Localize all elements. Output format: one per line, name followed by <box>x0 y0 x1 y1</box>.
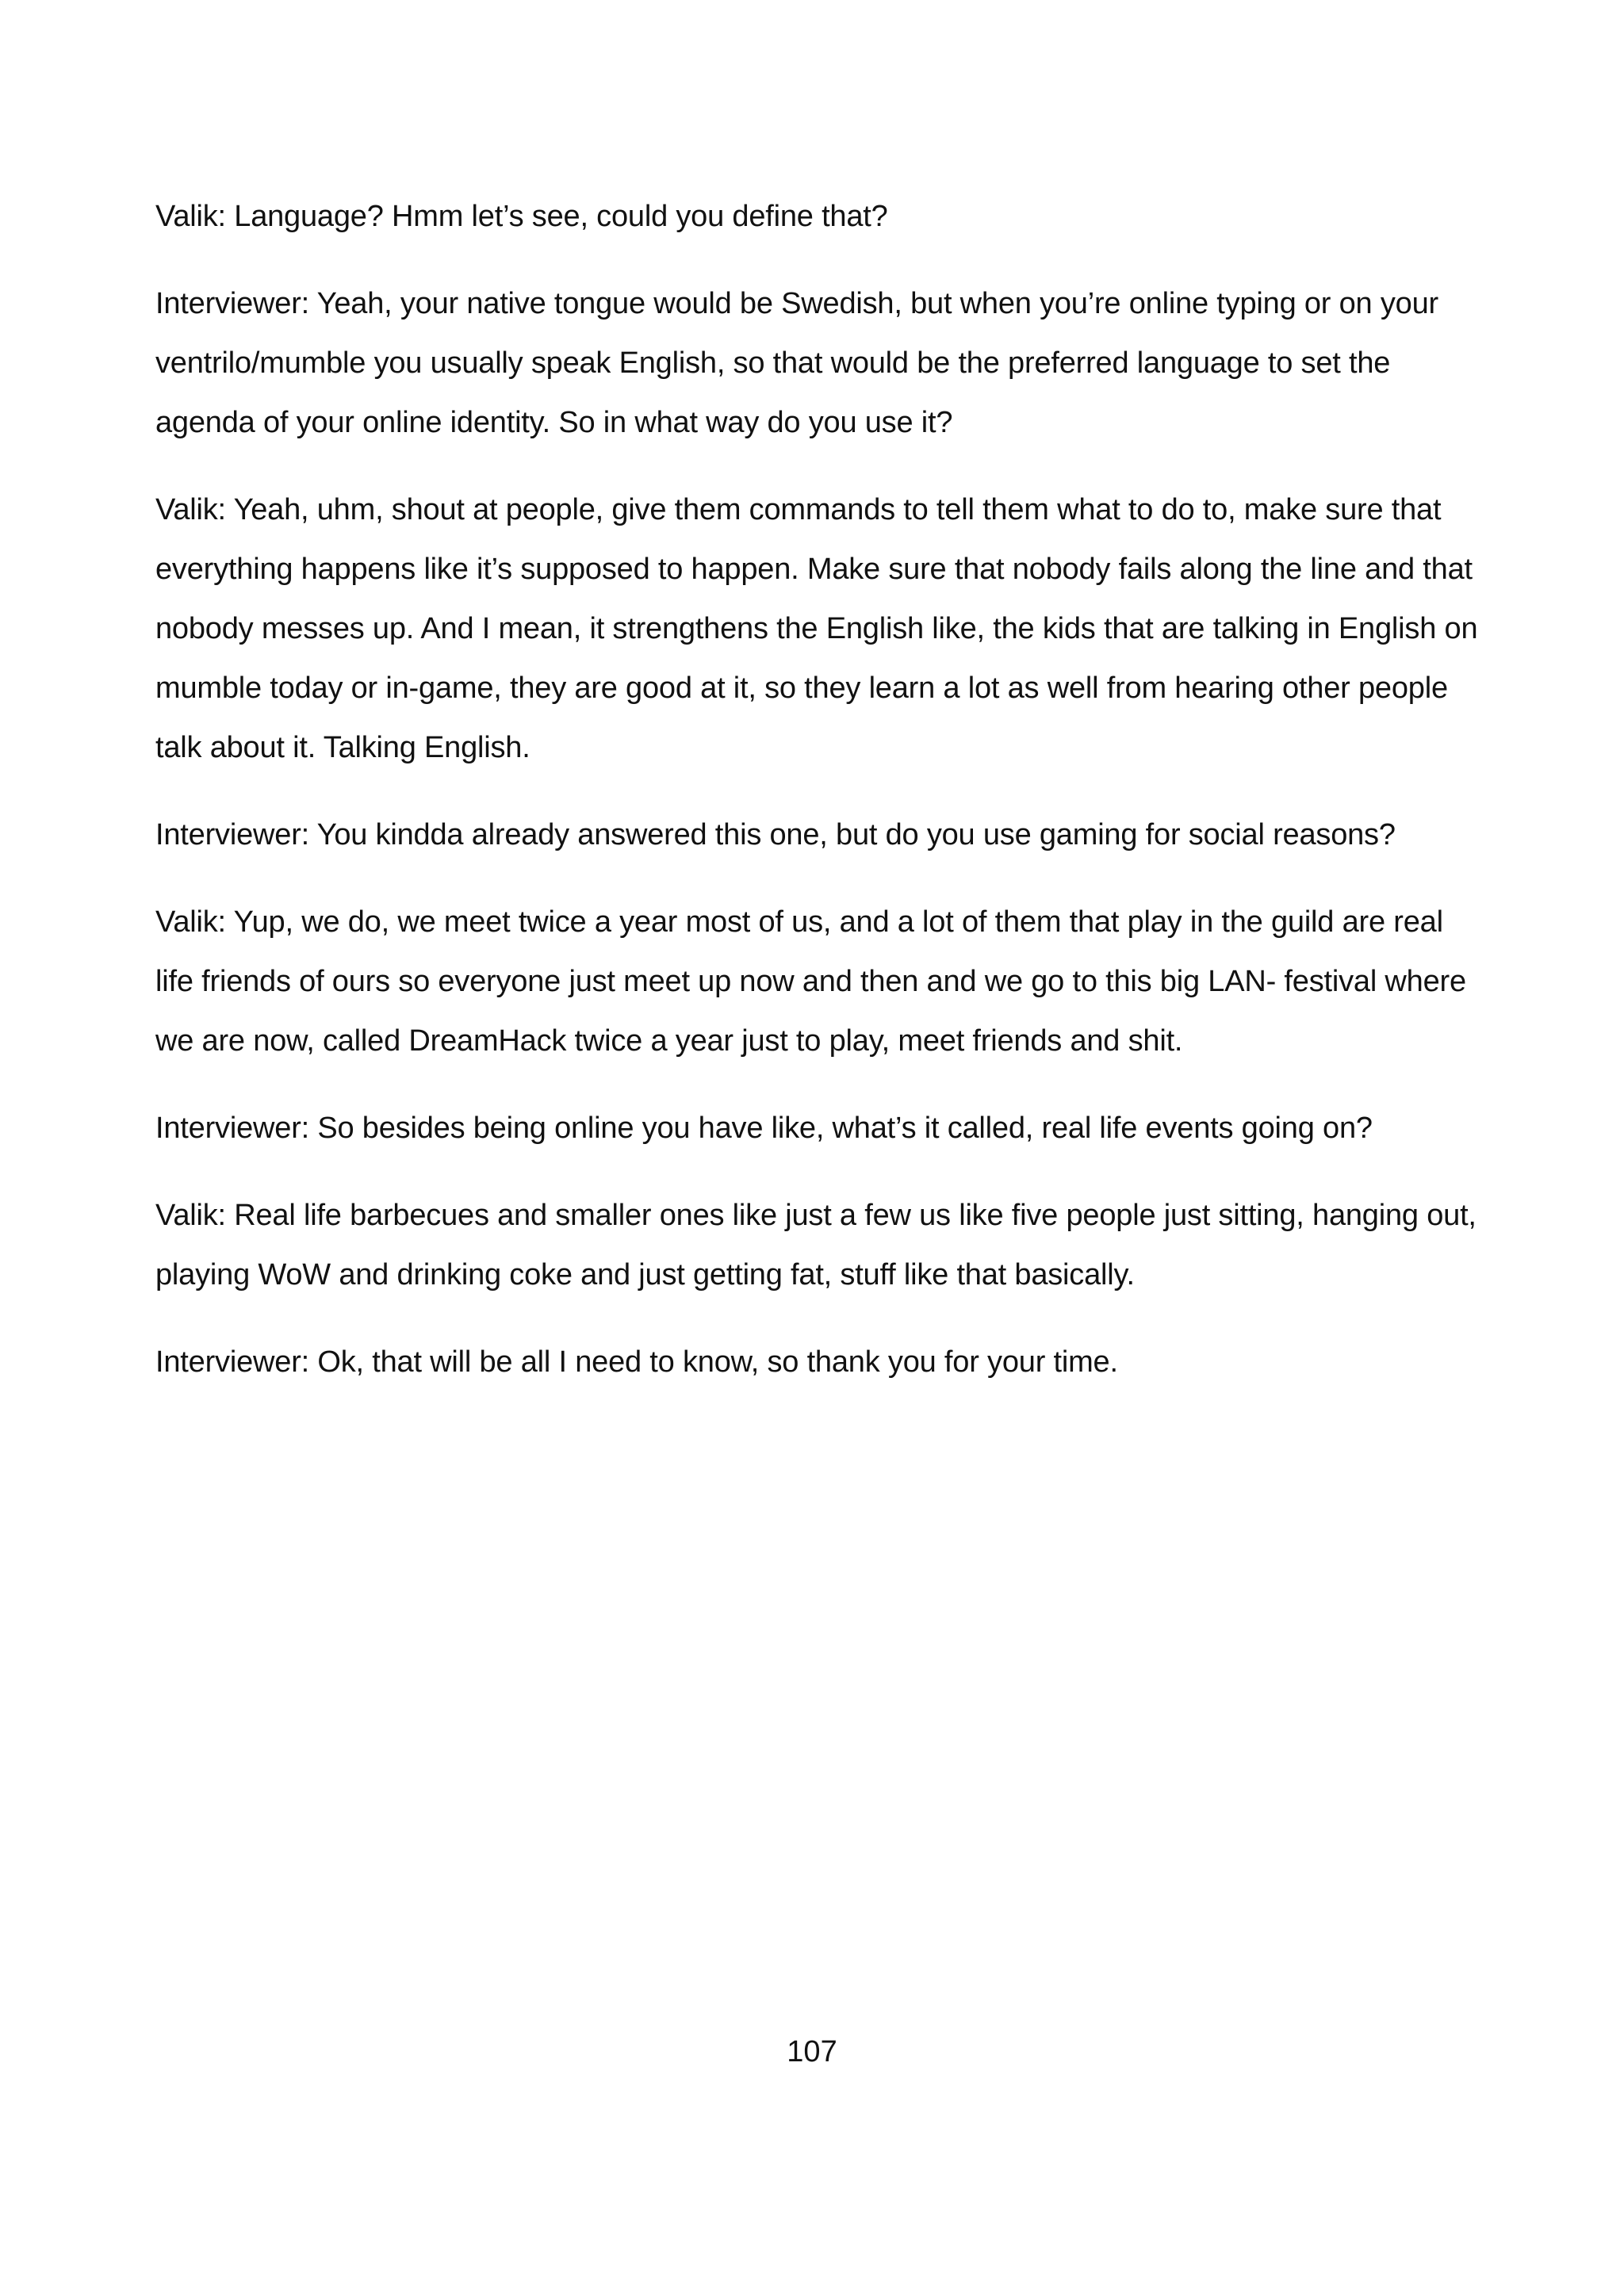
transcript-paragraph: Interviewer: Yeah, your native tongue would be Swedish, but when you’re online typing or on your ventrilo/mumble you usually speak English, so that would be the preferred language to set the agenda of your online identity. So in what way do you use it? <box>155 287 1438 439</box>
transcript-paragraph: Valik: Yup, we do, we meet twice a year most of us, and a lot of them that play in the guild are real life friends of ours so everyone just meet up now and then and we go to this big LAN- festival where we are now, called DreamHack twice a year just to play, meet friends and shit. <box>155 905 1466 1058</box>
transcript-paragraph: Interviewer: So besides being online you have like, what’s it called, real life events going on? <box>155 1112 1373 1145</box>
transcript-paragraph: Interviewer: Ok, that will be all I need to know, so thank you for your time. <box>155 1345 1118 1379</box>
transcript-paragraph: Valik: Language? Hmm let’s see, could you define that? <box>155 200 888 233</box>
transcript-paragraph: Valik: Real life barbecues and smaller ones like just a few us like five people just sitting, hanging out, playing WoW and drinking coke and just getting fat, stuff like that basically. <box>155 1199 1477 1292</box>
transcript-paragraph: Interviewer: You kindda already answered this one, but do you use gaming for social reasons? <box>155 818 1396 851</box>
page-number: 107 <box>787 2035 837 2068</box>
interview-transcript <box>155 187 1488 1420</box>
transcript-paragraph: Valik: Yeah, uhm, shout at people, give them commands to tell them what to do to, make sure that everything happens like it’s supposed to happen. Make sure that nobody fails along the line and that nobody messes up. And I mean, it strengthens the English like, the kids that are talking in English on mumble today or in-game, they are good at it, so they learn a lot as well from hearing other people talk about it. Talking English. <box>155 493 1478 764</box>
